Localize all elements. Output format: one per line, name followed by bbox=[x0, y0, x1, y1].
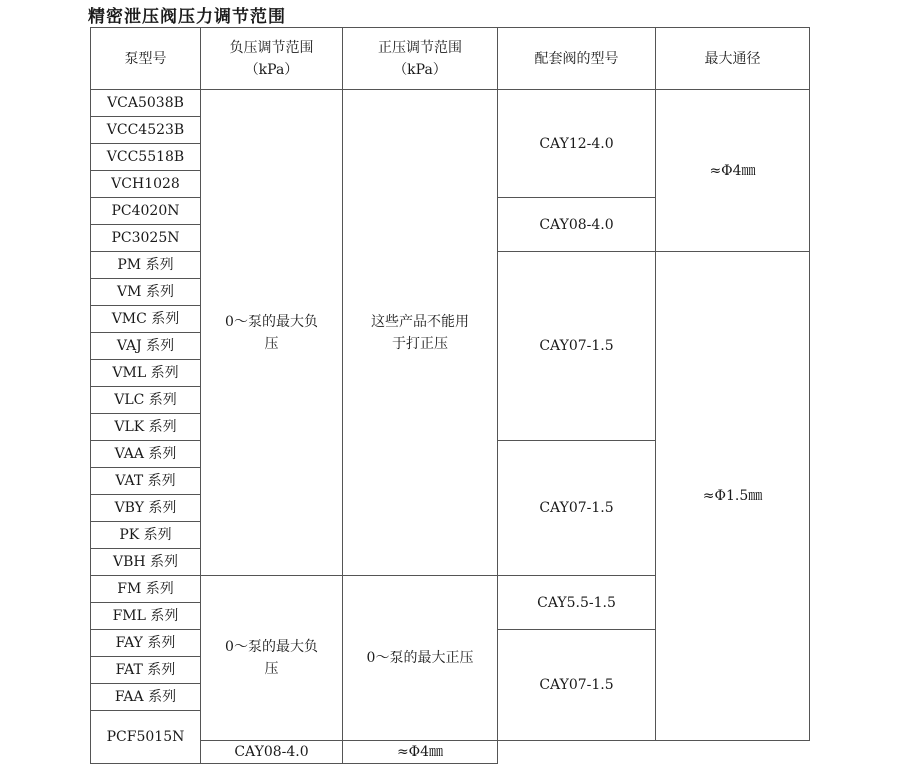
pump-model-cell: VAT 系列 bbox=[91, 468, 201, 495]
table-row bbox=[91, 90, 810, 117]
negative-range-cell bbox=[201, 576, 343, 741]
pump-model-cell: VCH1028 bbox=[91, 171, 201, 198]
page-title: 精密泄压阀压力调节范围 bbox=[88, 7, 286, 27]
pump-model-cell: VMC 系列 bbox=[91, 306, 201, 333]
pump-model-cell: FML 系列 bbox=[91, 603, 201, 630]
valve-model-cell: CAY5.5-1.5 bbox=[498, 576, 656, 630]
header-positive-range-label: 正压调节范围 bbox=[378, 39, 462, 56]
valve-model-cell: CAY07-1.5 bbox=[498, 441, 656, 576]
pump-model-cell: VBH 系列 bbox=[91, 549, 201, 576]
pump-model-cell: PM 系列 bbox=[91, 252, 201, 279]
header-positive-unit: （kPa） bbox=[393, 61, 447, 78]
header-negative-unit: （kPa） bbox=[244, 61, 299, 78]
header-negative-range-label: 负压调节范围 bbox=[229, 39, 314, 56]
valve-model-cell: CAY12-4.0 bbox=[498, 90, 656, 198]
pump-model-cell: VM 系列 bbox=[91, 279, 201, 306]
pump-model-cell: FAA 系列 bbox=[91, 684, 201, 711]
header-valve-model: 配套阀的型号 bbox=[498, 28, 656, 90]
negative-range-text: 0～泵的最大负 bbox=[225, 313, 318, 330]
pump-model-cell: FM 系列 bbox=[91, 576, 201, 603]
pump-model-cell: VCC5518B bbox=[91, 144, 201, 171]
pump-model-cell: VAJ 系列 bbox=[91, 333, 201, 360]
header-positive-range bbox=[343, 28, 498, 90]
valve-model-cell: CAY07-1.5 bbox=[498, 252, 656, 441]
negative-range-text: 0～泵的最大负 bbox=[225, 639, 318, 655]
negative-range-text-2: 压 bbox=[264, 661, 279, 677]
header-pump-model: 泵型号 bbox=[91, 28, 201, 90]
valve-model-cell: CAY08-4.0 bbox=[201, 741, 343, 764]
positive-range-text: 这些产品不能用 bbox=[371, 313, 469, 330]
valve-model-cell: CAY08-4.0 bbox=[498, 198, 656, 252]
header-max-bore: 最大通径 bbox=[656, 28, 810, 90]
positive-range-cell bbox=[343, 90, 498, 576]
pump-model-cell: PK 系列 bbox=[91, 522, 201, 549]
max-bore-cell: ≈Φ4㎜ bbox=[343, 741, 498, 764]
pump-model-cell: PC4020N bbox=[91, 198, 201, 225]
positive-range-text-2: 于打正压 bbox=[392, 335, 448, 352]
negative-range-cell bbox=[201, 90, 343, 576]
pump-model-cell: FAT 系列 bbox=[91, 657, 201, 684]
header-negative-range bbox=[201, 28, 343, 90]
pressure-range-table bbox=[90, 27, 810, 764]
positive-range-cell: 0～泵的最大正压 bbox=[343, 576, 498, 741]
pump-model-cell: VLK 系列 bbox=[91, 414, 201, 441]
max-bore-cell: ≈Φ4㎜ bbox=[656, 90, 810, 252]
pump-model-cell: VCA5038B bbox=[91, 90, 201, 117]
pump-model-cell: PCF5015N bbox=[91, 711, 201, 764]
max-bore-cell: ≈Φ1.5㎜ bbox=[656, 252, 810, 741]
pump-model-cell: VCC4523B bbox=[91, 117, 201, 144]
pump-model-cell: VLC 系列 bbox=[91, 387, 201, 414]
pump-model-cell: VAA 系列 bbox=[91, 441, 201, 468]
table-header-row bbox=[91, 28, 810, 90]
pump-model-cell: PC3025N bbox=[91, 225, 201, 252]
pump-model-cell: FAY 系列 bbox=[91, 630, 201, 657]
pump-model-cell: VBY 系列 bbox=[91, 495, 201, 522]
pump-model-cell: VML 系列 bbox=[91, 360, 201, 387]
valve-model-cell: CAY07-1.5 bbox=[498, 630, 656, 741]
negative-range-text-2: 压 bbox=[264, 335, 279, 352]
